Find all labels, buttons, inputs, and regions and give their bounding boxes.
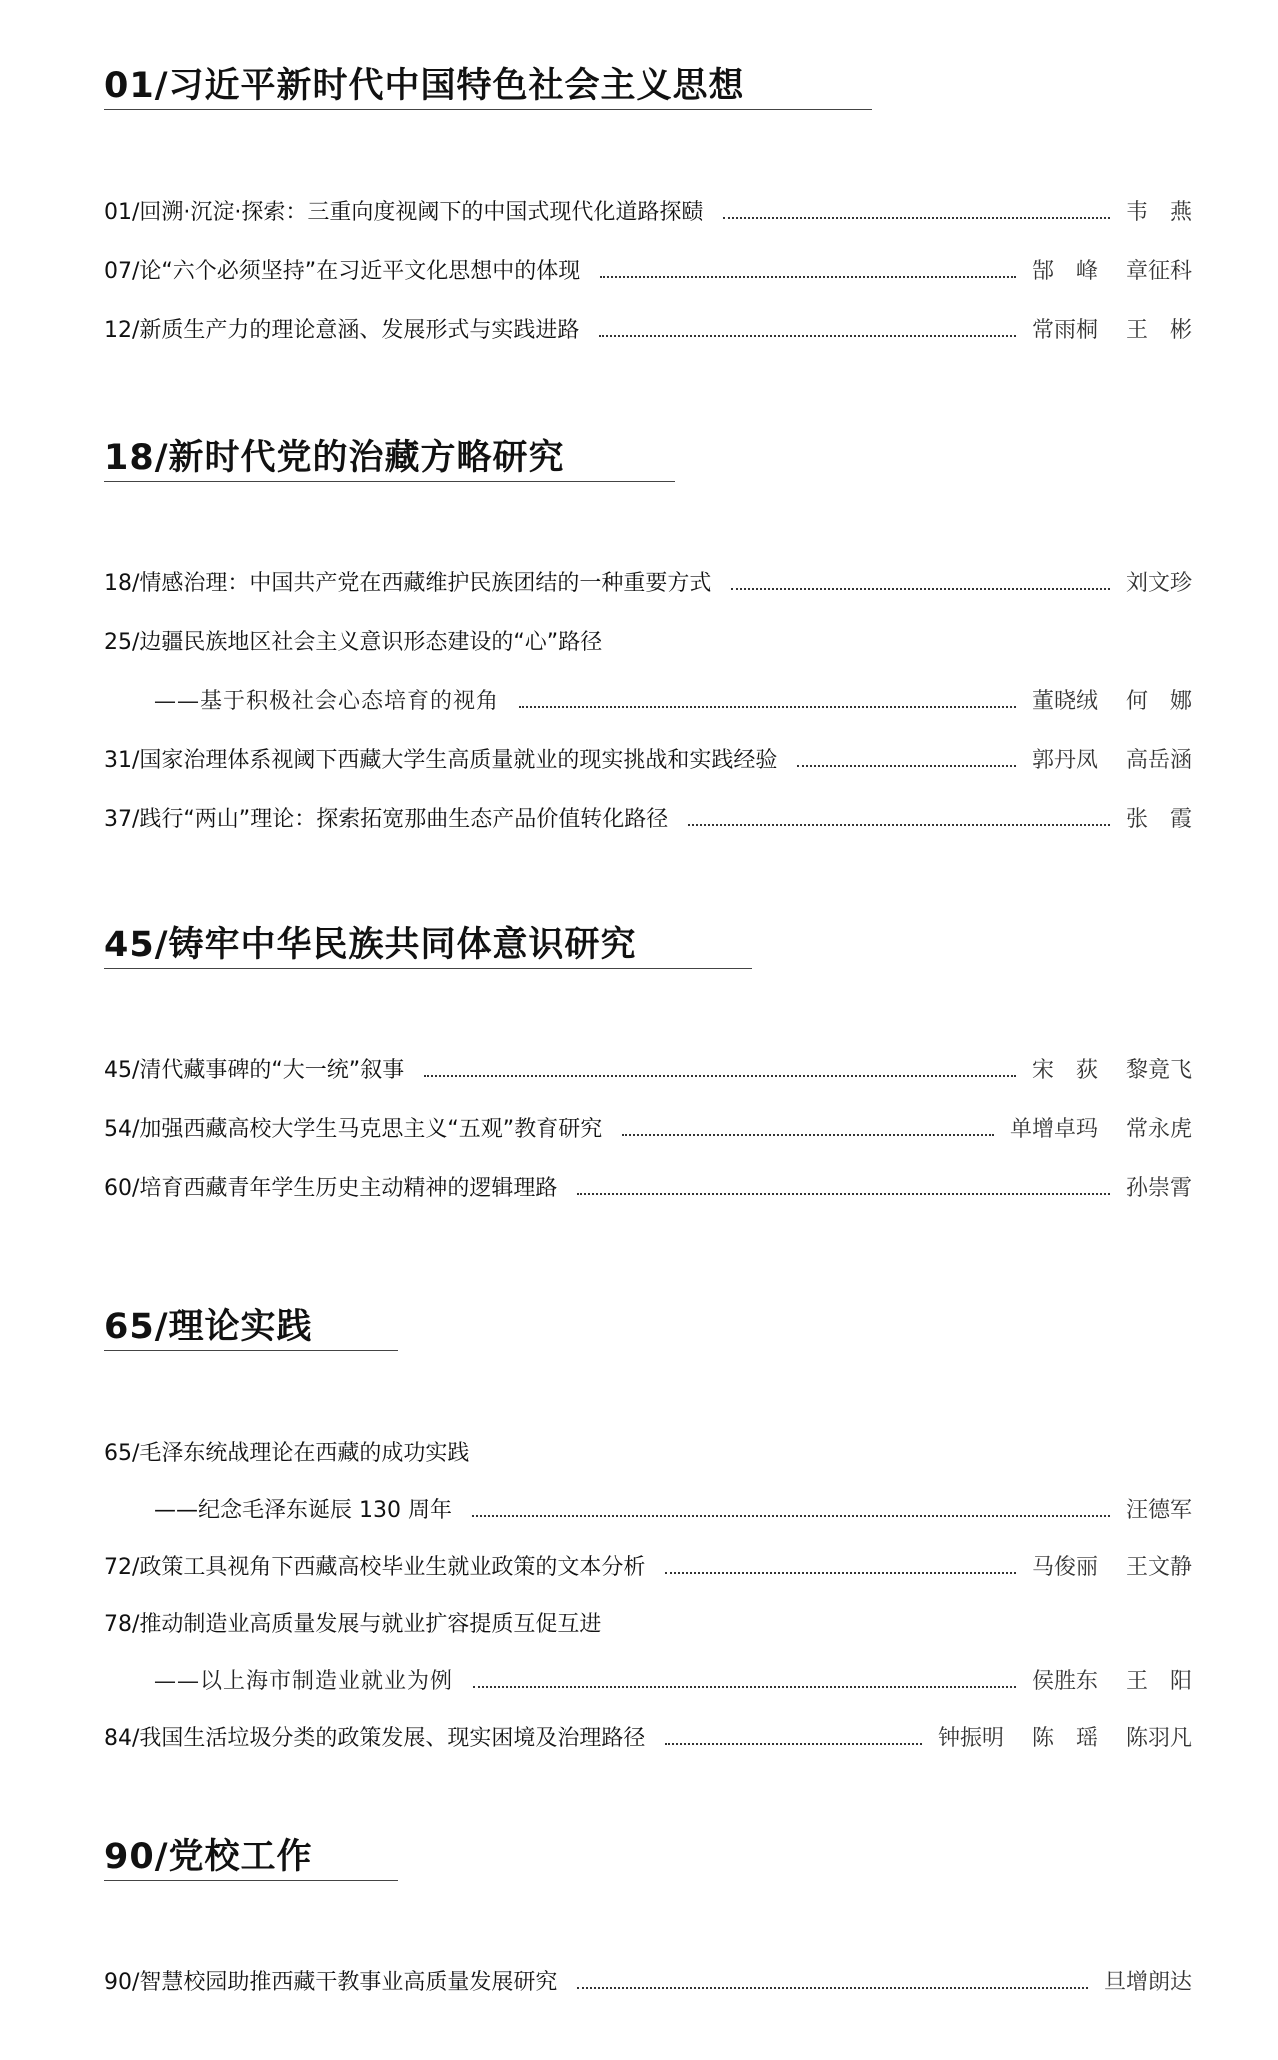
dot-leader	[665, 1743, 922, 1745]
dot-leader	[599, 335, 1016, 337]
toc-entry[interactable]	[104, 1113, 1192, 1145]
author: 刘文珍	[1125, 571, 1192, 596]
author: 韦 燕	[1125, 200, 1192, 225]
toc-entry-subtitle-line[interactable]	[104, 1665, 1192, 1697]
entry-authors	[1032, 1553, 1192, 1583]
dot-leader	[577, 1987, 1088, 1989]
author: 王文静	[1125, 1555, 1192, 1580]
toc-entry[interactable]	[104, 1054, 1192, 1086]
dot-leader	[797, 765, 1016, 767]
entry-title: 37/践行“两山”理论：探索拓宽那曲生态产品价值转化路径	[104, 807, 669, 832]
entry-authors	[1104, 1968, 1192, 1998]
toc-entry-title-line[interactable]	[104, 1437, 1192, 1469]
entry-title: 54/加强西藏高校大学生马克思主义“五观”教育研究	[104, 1117, 603, 1142]
author: 孙崇霄	[1125, 1176, 1192, 1201]
toc-entry[interactable]	[104, 1172, 1192, 1204]
entry-authors	[1126, 198, 1192, 228]
section-rule	[104, 1350, 398, 1351]
toc-entry-subtitle-line[interactable]	[104, 1494, 1192, 1526]
dot-leader	[688, 824, 1110, 826]
entry-title: 60/培育西藏青年学生历史主动精神的逻辑理路	[104, 1176, 558, 1201]
author: 宋 荻	[1031, 1058, 1098, 1083]
entry-title: 18/情感治理：中国共产党在西藏维护民族团结的一种重要方式	[104, 571, 712, 596]
author: 王 彬	[1125, 318, 1192, 343]
author: 陈羽凡	[1125, 1726, 1192, 1751]
entry-title: 78/推动制造业高质量发展与就业扩容提质互促互进	[104, 1612, 602, 1637]
author: 张 霞	[1125, 807, 1192, 832]
entry-authors	[1126, 805, 1192, 835]
entry-authors	[1126, 1496, 1192, 1526]
dot-leader	[577, 1193, 1110, 1195]
author: 章征科	[1125, 259, 1192, 284]
dot-leader	[519, 706, 1016, 708]
author: 何 娜	[1125, 689, 1192, 714]
dot-leader	[665, 1572, 1016, 1574]
toc-entry[interactable]	[104, 314, 1192, 346]
author: 陈 瑶	[1031, 1726, 1098, 1751]
author: 单增卓玛	[1009, 1117, 1098, 1142]
entry-subtitle: ——以上海市制造业就业为例	[154, 1669, 454, 1694]
author: 董晓绒	[1031, 689, 1098, 714]
entry-authors	[1032, 1667, 1192, 1697]
author: 常永虎	[1125, 1117, 1192, 1142]
section-rule	[104, 481, 675, 482]
section-rule	[104, 109, 872, 110]
section-heading: 01/习近平新时代中国特色社会主义思想	[104, 66, 745, 106]
toc-entry[interactable]	[104, 1551, 1192, 1583]
dot-leader	[424, 1075, 1016, 1077]
author: 侯胜东	[1031, 1669, 1098, 1694]
entry-title: 90/智慧校园助推西藏干教事业高质量发展研究	[104, 1970, 558, 1995]
author: 汪德军	[1125, 1498, 1192, 1523]
dot-leader	[622, 1134, 994, 1136]
entry-title: 84/我国生活垃圾分类的政策发展、现实困境及治理路径	[104, 1726, 646, 1751]
entry-subtitle: ——纪念毛泽东诞辰 130 周年	[154, 1498, 452, 1523]
toc-entry-subtitle-line[interactable]	[104, 685, 1192, 717]
author: 马俊丽	[1031, 1555, 1098, 1580]
entry-title: 31/国家治理体系视阈下西藏大学生高质量就业的现实挑战和实践经验	[104, 748, 778, 773]
dot-leader	[723, 217, 1110, 219]
author: 郜 峰	[1031, 259, 1098, 284]
toc-entry[interactable]	[104, 803, 1192, 835]
toc-entry[interactable]	[104, 255, 1192, 287]
entry-subtitle: ——基于积极社会心态培育的视角	[154, 689, 500, 714]
toc-entry[interactable]	[104, 196, 1192, 228]
toc-entry[interactable]	[104, 744, 1192, 776]
author: 高岳涵	[1125, 748, 1192, 773]
toc-entry-title-line[interactable]	[104, 626, 1192, 658]
entry-authors	[1032, 257, 1192, 287]
section-heading: 65/理论实践	[104, 1307, 313, 1347]
toc-entry[interactable]	[104, 1722, 1192, 1754]
section-rule	[104, 1880, 398, 1881]
section-heading: 18/新时代党的治藏方略研究	[104, 438, 565, 478]
entry-authors	[1126, 1174, 1192, 1204]
dot-leader	[731, 588, 1110, 590]
entry-authors	[1032, 687, 1192, 717]
entry-title: 25/边疆民族地区社会主义意识形态建设的“心”路径	[104, 630, 603, 655]
entry-title: 12/新质生产力的理论意涵、发展形式与实践进路	[104, 318, 580, 343]
entry-authors	[1126, 569, 1192, 599]
toc-entry-title-line[interactable]	[104, 1608, 1192, 1640]
entry-title: 01/回溯·沉淀·探索：三重向度视阈下的中国式现代化道路探赜	[104, 200, 704, 225]
entry-title: 45/清代藏事碑的“大一统”叙事	[104, 1058, 405, 1083]
dot-leader	[472, 1515, 1110, 1517]
toc-entry[interactable]	[104, 567, 1192, 599]
author: 黎竟飞	[1125, 1058, 1192, 1083]
dot-leader	[600, 276, 1016, 278]
toc-entry[interactable]	[104, 1966, 1192, 1998]
section-heading: 45/铸牢中华民族共同体意识研究	[104, 925, 637, 965]
dot-leader	[473, 1686, 1016, 1688]
section-heading: 90/党校工作	[104, 1837, 313, 1877]
entry-authors	[1032, 1056, 1192, 1086]
section-rule	[104, 968, 752, 969]
author: 王 阳	[1125, 1669, 1192, 1694]
entry-title: 72/政策工具视角下西藏高校毕业生就业政策的文本分析	[104, 1555, 646, 1580]
author: 郭丹凤	[1031, 748, 1098, 773]
entry-title: 07/论“六个必须坚持”在习近平文化思想中的体现	[104, 259, 581, 284]
entry-title: 65/毛泽东统战理论在西藏的成功实践	[104, 1441, 470, 1466]
entry-authors	[938, 1724, 1192, 1754]
author: 旦增朗达	[1103, 1970, 1192, 1995]
entry-authors	[1032, 316, 1192, 346]
author: 常雨桐	[1031, 318, 1098, 343]
author: 钟振明	[937, 1726, 1004, 1751]
entry-authors	[1010, 1115, 1192, 1145]
entry-authors	[1032, 746, 1192, 776]
